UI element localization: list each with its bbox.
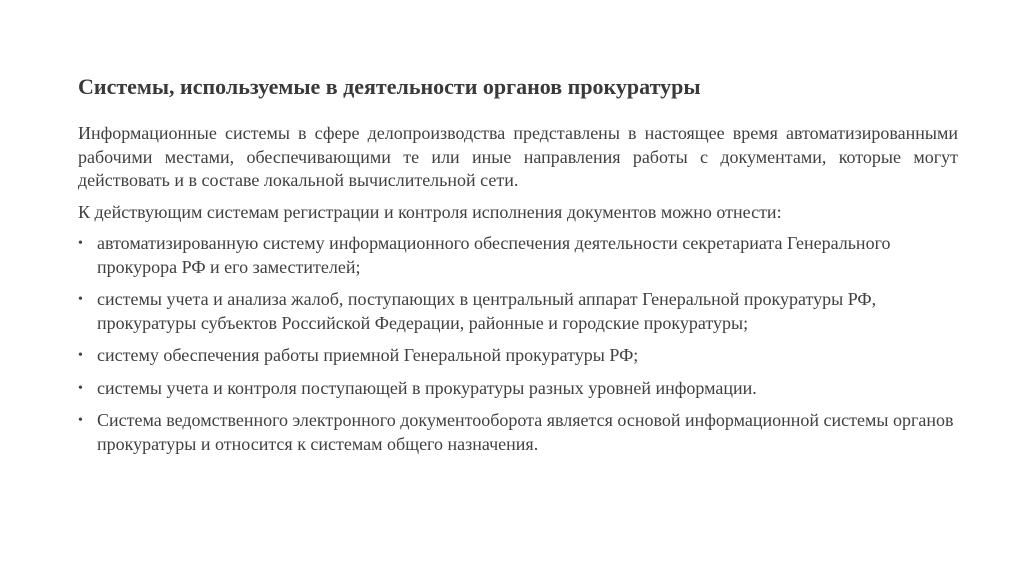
slide-title: Системы, используемые в деятельности органов прокуратуры [78,74,701,99]
list-item [78,288,958,335]
list-lead-paragraph: К действующим системам регистрации и контроля исполнения документов можно отнести: [78,201,782,222]
slide-body [78,122,958,465]
list-item [78,409,958,456]
bullet-icon: • [78,380,83,396]
list-item-text: системы учета и контроля поступающей в прокуратуры разных уровней информации. [97,377,757,398]
list-item [78,377,958,401]
list-item [78,344,958,368]
bullet-icon: • [78,348,83,363]
list-item-text: систему обеспечения работы приемной Генеральной прокуратуры РФ; [97,345,639,365]
bullet-icon: • [78,413,83,428]
list-item-text: автоматизированную систему информационного обеспечения деятельности секретариата Генерального прокурора РФ и его заместителей; [97,233,891,277]
list-item-text: Система ведомственного электронного документооборота является основой информационной системы органов прокуратуры и относится к системам общего назначения. [97,410,954,454]
list-item [78,232,958,279]
intro-paragraph: Информационные системы в сфере делопроизводства представлены в настоящее время автоматизированными рабочими местами, обеспечивающими те или иные направления работы с документами, которые могут действовать и в составе локальной вычислительной сети. [78,123,958,190]
bullet-icon: • [78,292,83,307]
bullet-list [78,232,958,456]
list-item-text: системы учета и анализа жалоб, поступающих в центральный аппарат Генеральной прокуратуры РФ, прокуратуры субъектов Российской Федерации, районные и городские прокуратуры; [97,289,877,333]
bullet-icon: • [78,236,83,251]
